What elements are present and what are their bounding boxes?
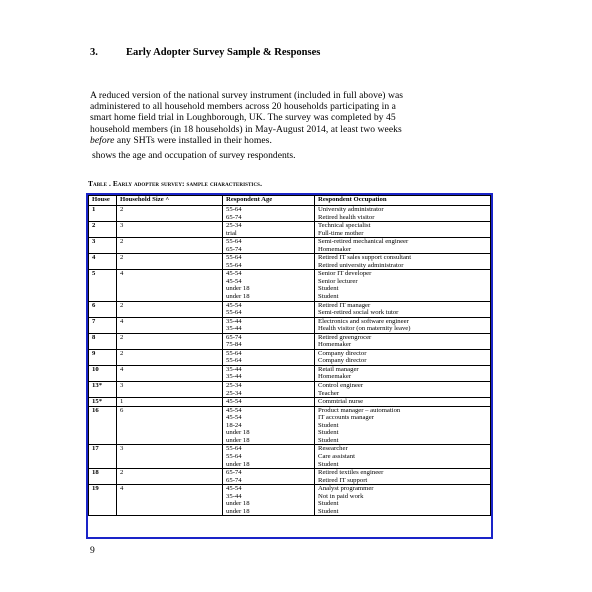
age-value: 35-44	[226, 365, 242, 373]
cell-house: 13*	[89, 382, 117, 398]
cell-household-size: 2	[117, 349, 223, 365]
occupation-value: Retired IT sales support consultant	[318, 254, 412, 262]
age-value: 25-34	[226, 389, 242, 397]
cell-household-size: 4	[117, 317, 223, 333]
cell-household-size: 2	[117, 333, 223, 349]
cell-respondent-occupation	[315, 365, 491, 381]
table-row	[89, 270, 491, 301]
age-value: 35-44	[226, 325, 242, 333]
occupation-value: Retired IT manager	[318, 301, 371, 309]
cell-respondent-occupation	[315, 469, 491, 485]
header-respondent-occupation: Respondent Occupation	[315, 196, 491, 206]
age-value: under 18	[226, 293, 250, 301]
cell-respondent-age	[223, 398, 315, 407]
occupation-value: Student	[318, 421, 339, 429]
cell-household-size: 2	[117, 238, 223, 254]
section-title: Early Adopter Survey Sample & Responses	[126, 47, 321, 58]
occupation-value: Student	[318, 429, 339, 437]
occupation-value: Student	[318, 500, 339, 508]
intro-line: administered to all household members across 20 households participating in a	[90, 101, 396, 113]
table-row	[89, 317, 491, 333]
occupation-value: Care assistant	[318, 452, 355, 460]
occupation-value: Analyst programmer	[318, 485, 374, 493]
table-selection-frame	[86, 193, 493, 539]
cell-respondent-age	[223, 270, 315, 301]
table-row	[89, 445, 491, 469]
occupation-value: Semi-retired social work tutor	[318, 309, 399, 317]
cell-house: 15*	[89, 398, 117, 407]
cell-respondent-age	[223, 406, 315, 445]
age-value: under 18	[226, 507, 250, 515]
occupation-value: Full-time mother	[318, 229, 364, 237]
age-value: 55-64	[226, 452, 242, 460]
cell-respondent-age	[223, 238, 315, 254]
cell-respondent-occupation	[315, 349, 491, 365]
intro-line: A reduced version of the national survey instrument (included in full above) was	[90, 90, 404, 101]
cell-respondent-age	[223, 469, 315, 485]
cell-respondent-occupation	[315, 270, 491, 301]
age-value: 55-64	[226, 238, 242, 246]
table-row	[89, 398, 491, 407]
table-body	[89, 206, 491, 516]
age-value: 55-64	[226, 261, 242, 269]
occupation-value: Technical specialist	[318, 222, 371, 230]
cell-respondent-occupation	[315, 206, 491, 222]
occupation-value: Not in paid work	[318, 492, 364, 500]
cell-house: 2	[89, 222, 117, 238]
cell-house: 18	[89, 469, 117, 485]
occupation-value: Senior IT developer	[318, 270, 372, 278]
cell-house: 8	[89, 333, 117, 349]
table-header-row	[89, 196, 491, 206]
occupation-value: Homemaker	[318, 373, 352, 381]
occupation-value: Retired university administrator	[318, 261, 404, 269]
cell-house: 19	[89, 485, 117, 516]
table-row	[89, 238, 491, 254]
cell-respondent-occupation	[315, 445, 491, 469]
occupation-value: Student	[318, 436, 339, 444]
occupation-value: Commtrial nurse	[318, 398, 364, 406]
age-value: 55-64	[226, 309, 242, 317]
cell-house: 10	[89, 365, 117, 381]
cell-household-size: 6	[117, 406, 223, 445]
cell-respondent-age	[223, 445, 315, 469]
occupation-value: Student	[318, 285, 339, 293]
age-value: 35-44	[226, 373, 242, 381]
cell-household-size: 3	[117, 445, 223, 469]
cell-household-size: 2	[117, 206, 223, 222]
cell-respondent-age	[223, 301, 315, 317]
age-value: under 18	[226, 285, 250, 293]
age-value: 65-74	[226, 476, 242, 484]
cell-respondent-age	[223, 317, 315, 333]
age-value: 55-64	[226, 357, 242, 365]
age-value: 35-44	[226, 317, 242, 325]
page-number: 9	[90, 545, 95, 556]
age-value: 55-64	[226, 206, 242, 213]
age-value: 55-64	[226, 254, 242, 262]
cell-respondent-occupation	[315, 301, 491, 317]
age-value: 35-44	[226, 492, 242, 500]
occupation-value: Health visitor (on maternity leave)	[318, 325, 411, 333]
section-heading	[90, 47, 320, 58]
cell-household-size: 4	[117, 365, 223, 381]
table-row	[89, 206, 491, 222]
table-row	[89, 485, 491, 516]
intro-line: smart home field trial in Loughborough, UK. The survey was completed by 45	[90, 112, 396, 124]
intro-paragraph	[90, 90, 510, 146]
table-row	[89, 349, 491, 365]
cell-respondent-occupation	[315, 317, 491, 333]
age-value: 45-54	[226, 301, 242, 309]
occupation-value: Teacher	[318, 389, 340, 397]
cell-house: 17	[89, 445, 117, 469]
age-value: 55-64	[226, 445, 242, 453]
occupation-value: Company director	[318, 349, 367, 357]
occupation-value: Electronics and software engineer	[318, 317, 409, 325]
table-row	[89, 406, 491, 445]
age-value: 25-34	[226, 222, 242, 230]
cell-respondent-age	[223, 222, 315, 238]
cell-respondent-occupation	[315, 222, 491, 238]
cell-household-size: 4	[117, 270, 223, 301]
cell-respondent-age	[223, 365, 315, 381]
age-value: 45-54	[226, 414, 242, 422]
occupation-value: Retired greengrocer	[318, 333, 372, 341]
table-row	[89, 222, 491, 238]
table-row	[89, 382, 491, 398]
age-value: 45-54	[226, 270, 242, 278]
age-value: under 18	[226, 429, 250, 437]
age-value: 65-74	[226, 333, 242, 341]
age-value: trial	[226, 229, 237, 237]
occupation-value: Student	[318, 507, 339, 515]
cell-house: 9	[89, 349, 117, 365]
age-value: under 18	[226, 460, 250, 468]
occupation-value: Retired IT support	[318, 476, 368, 484]
age-value: 65-74	[226, 245, 242, 253]
occupation-value: Homemaker	[318, 341, 352, 349]
cell-respondent-occupation	[315, 254, 491, 270]
cell-household-size: 2	[117, 469, 223, 485]
intro-line-last	[90, 135, 510, 146]
age-value: 75-84	[226, 341, 242, 349]
age-value: 55-64	[226, 349, 242, 357]
age-value: 25-34	[226, 382, 242, 390]
cell-respondent-occupation	[315, 238, 491, 254]
intro-emphasis: before	[90, 134, 115, 146]
cell-household-size: 2	[117, 301, 223, 317]
age-value: 45-54	[226, 398, 242, 406]
cell-respondent-age	[223, 382, 315, 398]
occupation-value: Researcher	[318, 445, 348, 453]
occupation-value: University administrator	[318, 206, 384, 213]
cell-household-size: 1	[117, 398, 223, 407]
occupation-value: Semi-retired mechanical engineer	[318, 238, 409, 246]
cell-respondent-age	[223, 254, 315, 270]
intro-last-rest: any SHTs were installed in their homes.	[114, 134, 272, 146]
occupation-value: Retired health visitor	[318, 213, 375, 221]
occupation-value: Student	[318, 460, 339, 468]
cell-respondent-occupation	[315, 398, 491, 407]
header-respondent-age: Respondent Age	[223, 196, 315, 206]
occupation-value: Homemaker	[318, 245, 352, 253]
cell-respondent-occupation	[315, 485, 491, 516]
occupation-value: Company director	[318, 357, 367, 365]
table-caption: Table . Early adopter survey: sample characteristics.	[88, 179, 263, 188]
occupation-value: Senior lecturer	[318, 277, 358, 285]
cell-household-size: 3	[117, 382, 223, 398]
cell-house: 1	[89, 206, 117, 222]
table-row	[89, 469, 491, 485]
table-row	[89, 365, 491, 381]
cell-respondent-occupation	[315, 333, 491, 349]
table-row	[89, 333, 491, 349]
sample-characteristics-table	[88, 195, 491, 516]
section-number: 3.	[90, 47, 98, 58]
cell-household-size: 4	[117, 485, 223, 516]
occupation-value: IT accounts manager	[318, 414, 374, 422]
occupation-value: Product manager – automation	[318, 406, 401, 414]
intro-line: household members (in 18 households) in May-August 2014, at least two weeks	[90, 123, 402, 135]
occupation-value: Student	[318, 293, 339, 301]
table-row	[89, 254, 491, 270]
cell-respondent-occupation	[315, 406, 491, 445]
cell-respondent-age	[223, 485, 315, 516]
cell-house: 16	[89, 406, 117, 445]
age-value: under 18	[226, 436, 250, 444]
age-value: 45-54	[226, 277, 242, 285]
cell-respondent-occupation	[315, 382, 491, 398]
cell-respondent-age	[223, 333, 315, 349]
age-value: 65-74	[226, 469, 242, 477]
cell-house: 7	[89, 317, 117, 333]
cell-house: 3	[89, 238, 117, 254]
occupation-value: Retail manager	[318, 365, 359, 373]
cell-respondent-age	[223, 349, 315, 365]
age-value: 45-54	[226, 406, 242, 414]
cell-household-size: 2	[117, 254, 223, 270]
age-value: 65-74	[226, 213, 242, 221]
header-house: House	[89, 196, 117, 206]
occupation-value: Control engineer	[318, 382, 364, 390]
age-value: under 18	[226, 500, 250, 508]
cell-household-size: 3	[117, 222, 223, 238]
cell-house: 5	[89, 270, 117, 301]
age-value: 45-54	[226, 485, 242, 493]
occupation-value: Retired textiles engineer	[318, 469, 384, 477]
header-household-size: Household Size ^	[117, 196, 223, 206]
table-row	[89, 301, 491, 317]
cell-respondent-age	[223, 206, 315, 222]
cell-house: 4	[89, 254, 117, 270]
cell-house: 6	[89, 301, 117, 317]
age-value: 18-24	[226, 421, 242, 429]
figure-reference-text: shows the age and occupation of survey respondents.	[92, 150, 296, 161]
